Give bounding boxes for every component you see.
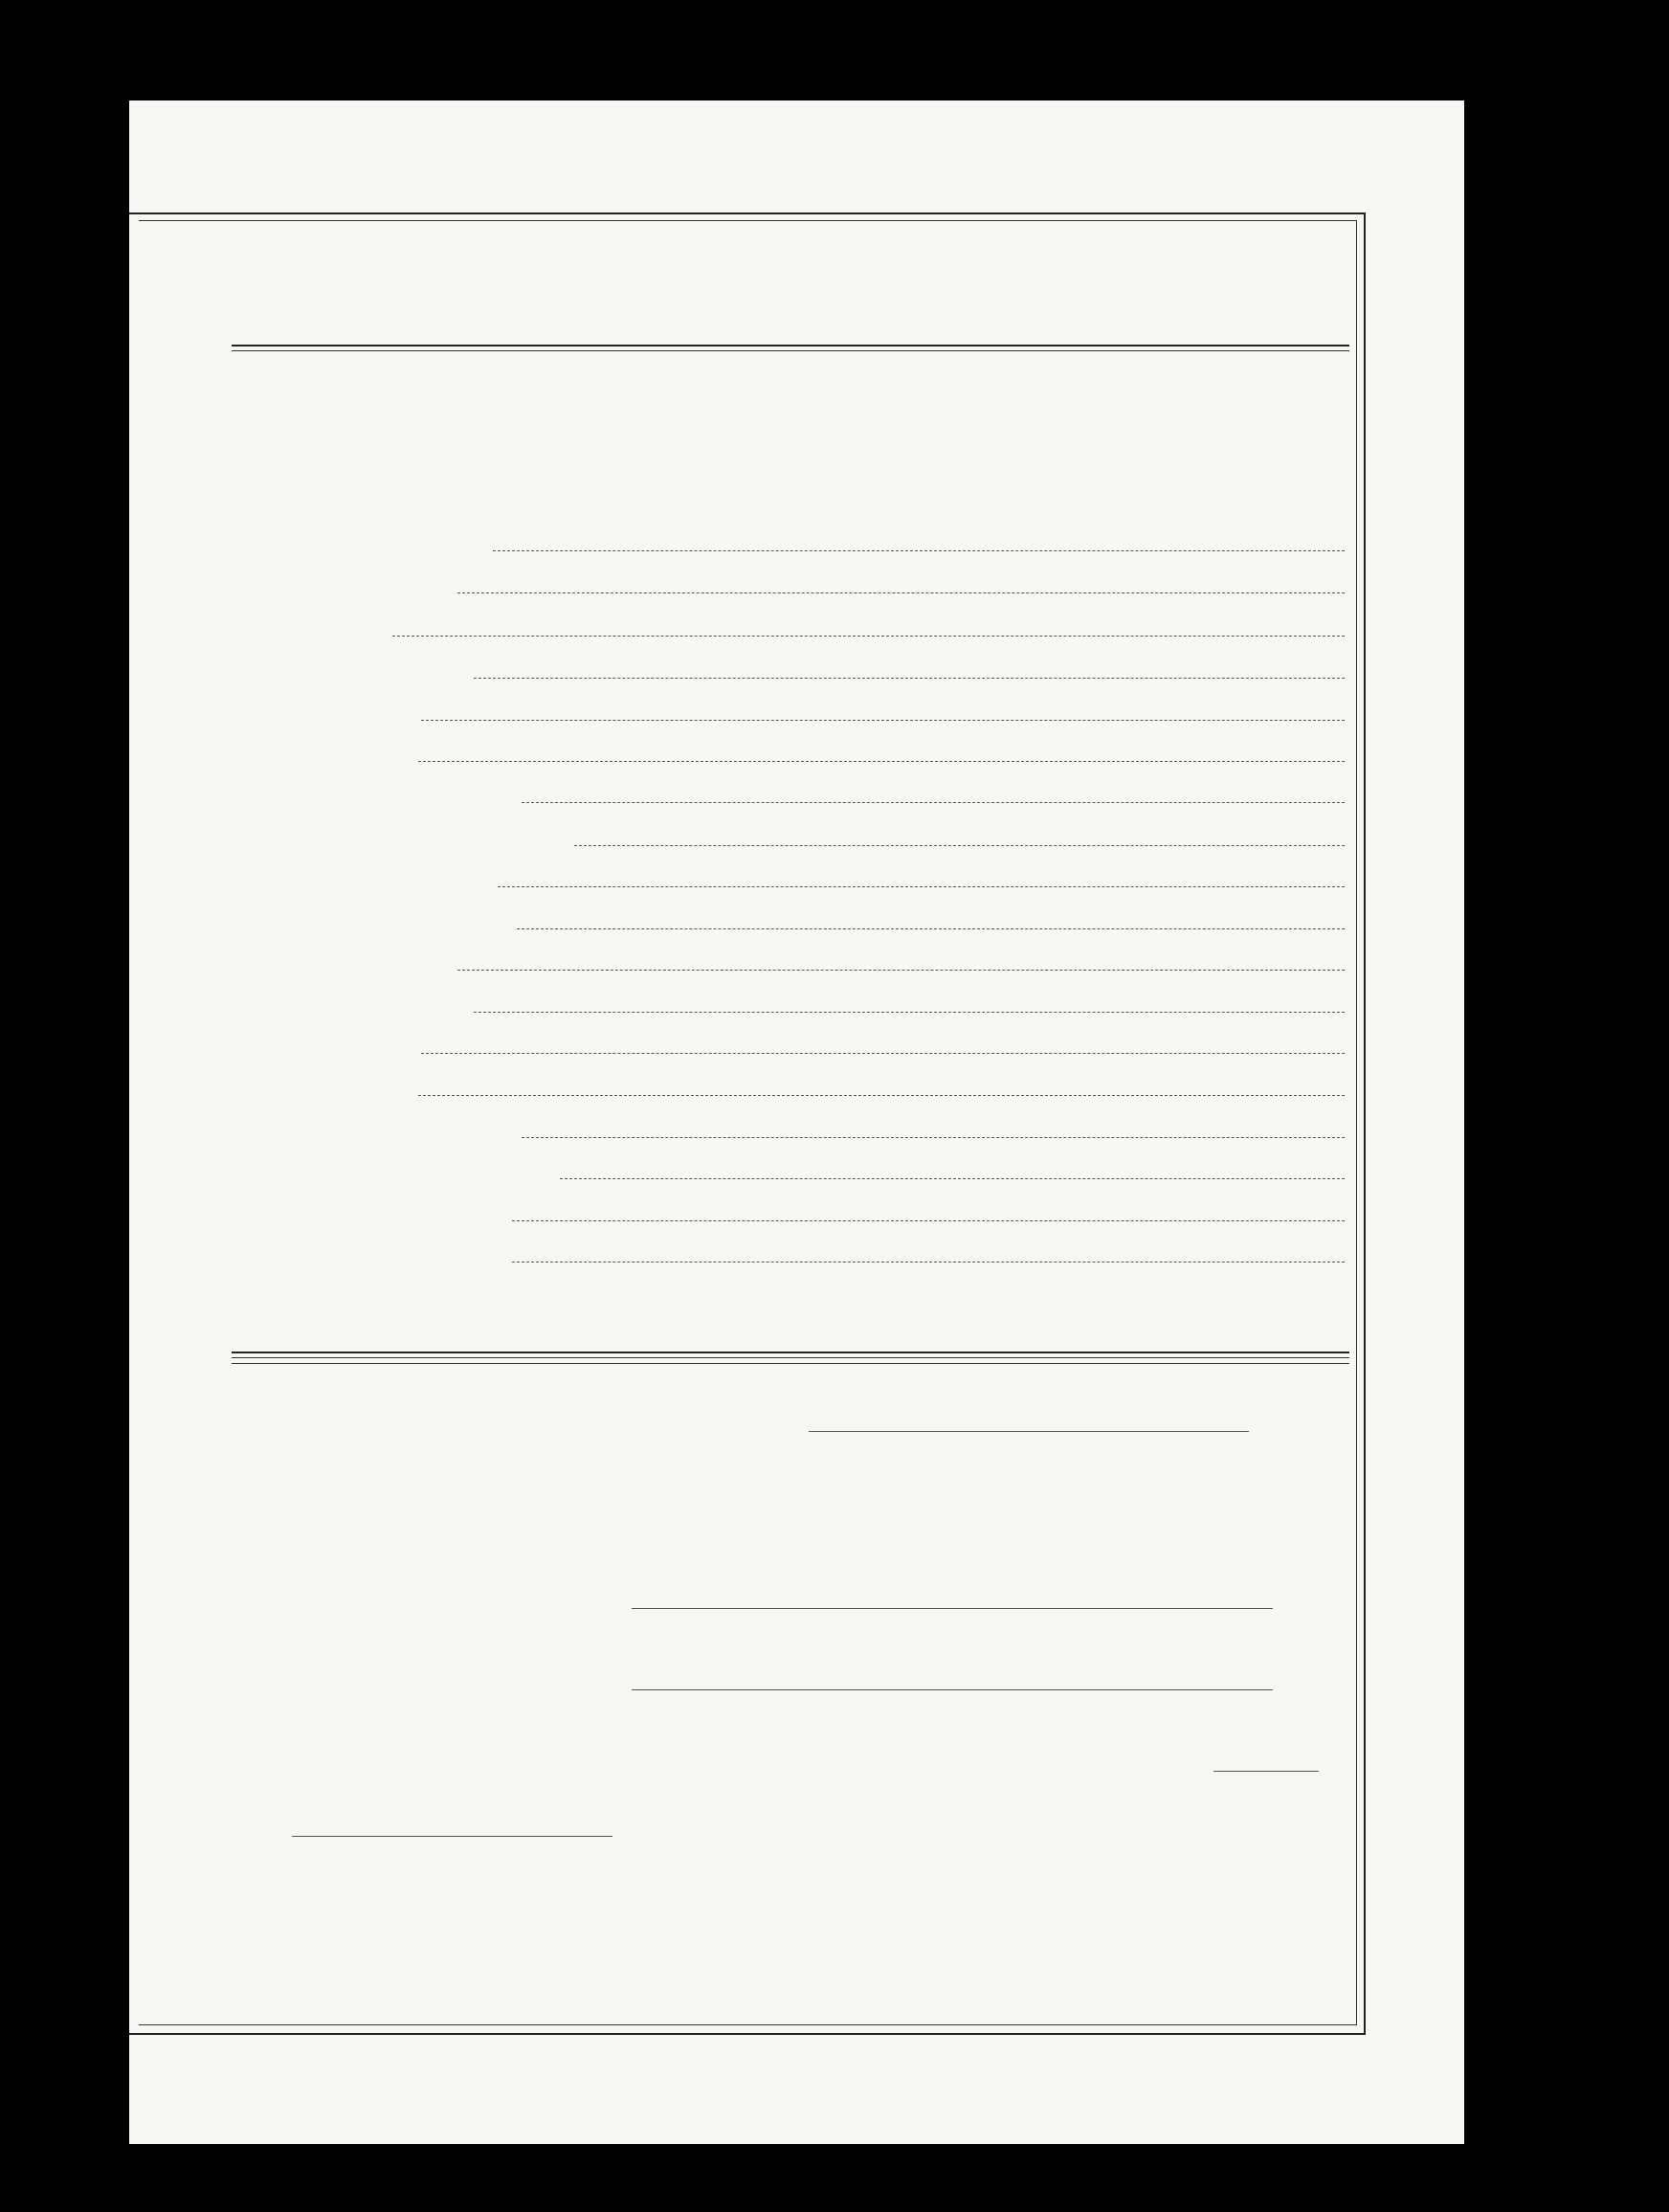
divider [232, 1363, 1349, 1364]
fill-line [493, 550, 1345, 551]
fill-line [292, 1836, 612, 1837]
divider [232, 345, 1349, 346]
divider [232, 1357, 1349, 1358]
fill-line [474, 678, 1345, 679]
fill-line [1213, 1771, 1319, 1772]
form-border-inner [139, 220, 1357, 2025]
fill-line [474, 1012, 1345, 1013]
fill-line [498, 886, 1345, 887]
fill-line [522, 1137, 1345, 1138]
signature-line [632, 1608, 1273, 1609]
fill-line [574, 845, 1345, 846]
fill-line [457, 592, 1345, 593]
fill-line [522, 802, 1345, 803]
fill-line [421, 720, 1345, 721]
divider [232, 350, 1349, 351]
fill-line [418, 1095, 1345, 1096]
date-line [809, 1431, 1249, 1432]
divider [232, 1352, 1349, 1353]
fill-line [392, 636, 1345, 637]
fill-line [421, 1053, 1345, 1054]
fill-line [560, 1178, 1345, 1179]
signature-line [632, 1689, 1273, 1690]
fill-line [457, 970, 1345, 971]
fill-line [512, 1220, 1345, 1221]
fill-line [517, 928, 1345, 929]
fill-line [418, 761, 1345, 762]
